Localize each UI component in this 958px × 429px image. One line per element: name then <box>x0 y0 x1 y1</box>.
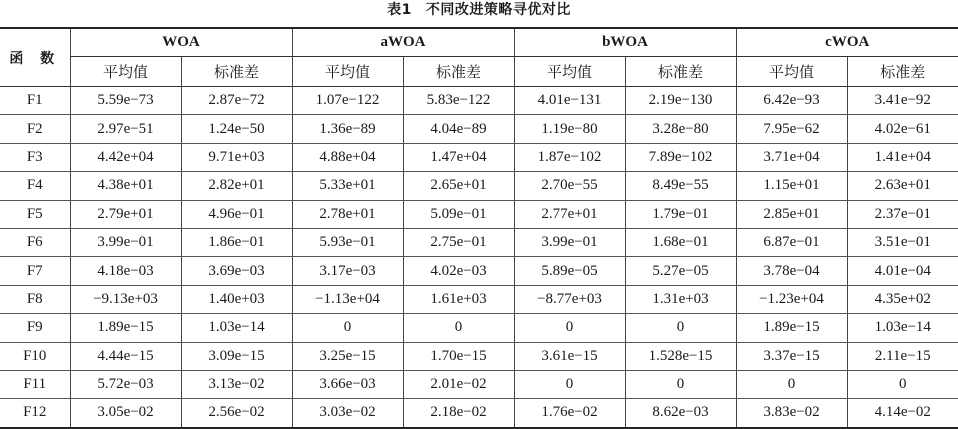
mean-value-cell: 4.88e+04 <box>292 143 403 171</box>
function-name-cell: F10 <box>0 342 70 370</box>
function-name-cell: F4 <box>0 172 70 200</box>
mean-value-cell: 1.89e−15 <box>70 314 181 342</box>
std-value-cell: 3.28e−80 <box>625 115 736 143</box>
mean-value-cell: 6.42e−93 <box>736 87 847 115</box>
std-value-cell: 1.528e−15 <box>625 342 736 370</box>
algorithm-header-bwoa: bWOA <box>514 28 736 57</box>
std-value-cell: 2.75e−01 <box>403 228 514 256</box>
table-row <box>0 342 958 370</box>
function-name-cell: F12 <box>0 399 70 428</box>
std-value-cell: 2.19e−130 <box>625 87 736 115</box>
std-value-cell: 3.41e−92 <box>847 87 958 115</box>
mean-value-cell: 3.99e−01 <box>70 228 181 256</box>
mean-value-cell: 3.03e−02 <box>292 399 403 428</box>
function-name-cell: F3 <box>0 143 70 171</box>
mean-value-cell: 2.85e+01 <box>736 200 847 228</box>
mean-value-cell: 3.61e−15 <box>514 342 625 370</box>
table-number: 表1 <box>387 2 412 18</box>
std-value-cell: 7.89e−102 <box>625 143 736 171</box>
mean-value-cell: 5.89e−05 <box>514 257 625 285</box>
mean-value-cell: 3.71e+04 <box>736 143 847 171</box>
mean-header: 平均值 <box>292 57 403 87</box>
mean-value-cell: 3.37e−15 <box>736 342 847 370</box>
std-value-cell: 1.61e+03 <box>403 285 514 313</box>
std-header: 标准差 <box>625 57 736 87</box>
mean-value-cell: −9.13e+03 <box>70 285 181 313</box>
std-value-cell: 1.03e−14 <box>847 314 958 342</box>
mean-header: 平均值 <box>70 57 181 87</box>
mean-value-cell: 1.89e−15 <box>736 314 847 342</box>
std-value-cell: 1.31e+03 <box>625 285 736 313</box>
table-title: 不同改进策略寻优对比 <box>425 2 571 18</box>
mean-value-cell: 6.87e−01 <box>736 228 847 256</box>
mean-header: 平均值 <box>736 57 847 87</box>
table-row <box>0 200 958 228</box>
function-name-cell: F11 <box>0 370 70 398</box>
function-name-cell: F8 <box>0 285 70 313</box>
mean-value-cell: 0 <box>736 370 847 398</box>
mean-value-cell: 3.78e−04 <box>736 257 847 285</box>
function-name-cell: F5 <box>0 200 70 228</box>
mean-value-cell: 1.15e+01 <box>736 172 847 200</box>
std-value-cell: 4.96e−01 <box>181 200 292 228</box>
header-row-metrics <box>0 57 958 87</box>
mean-value-cell: 4.44e−15 <box>70 342 181 370</box>
std-value-cell: 1.79e−01 <box>625 200 736 228</box>
mean-value-cell: 0 <box>514 370 625 398</box>
std-value-cell: 5.09e−01 <box>403 200 514 228</box>
std-value-cell: 2.63e+01 <box>847 172 958 200</box>
mean-value-cell: 4.01e−131 <box>514 87 625 115</box>
std-value-cell: 2.11e−15 <box>847 342 958 370</box>
mean-value-cell: 4.42e+04 <box>70 143 181 171</box>
std-value-cell: 1.41e+04 <box>847 143 958 171</box>
std-value-cell: 2.01e−02 <box>403 370 514 398</box>
mean-value-cell: 4.18e−03 <box>70 257 181 285</box>
table-row <box>0 143 958 171</box>
std-value-cell: 4.02e−61 <box>847 115 958 143</box>
results-table <box>0 27 958 429</box>
table-body <box>0 87 958 428</box>
std-value-cell: 1.86e−01 <box>181 228 292 256</box>
table-row <box>0 370 958 398</box>
mean-value-cell: 1.87e−102 <box>514 143 625 171</box>
std-value-cell: 1.24e−50 <box>181 115 292 143</box>
std-value-cell: 4.35e+02 <box>847 285 958 313</box>
std-value-cell: 4.01e−04 <box>847 257 958 285</box>
std-value-cell: 3.09e−15 <box>181 342 292 370</box>
std-value-cell: 2.56e−02 <box>181 399 292 428</box>
mean-value-cell: 5.59e−73 <box>70 87 181 115</box>
std-value-cell: 1.47e+04 <box>403 143 514 171</box>
mean-value-cell: 2.97e−51 <box>70 115 181 143</box>
std-value-cell: 2.87e−72 <box>181 87 292 115</box>
std-value-cell: 5.83e−122 <box>403 87 514 115</box>
table-row <box>0 257 958 285</box>
table-row <box>0 228 958 256</box>
std-header: 标准差 <box>403 57 514 87</box>
function-name-cell: F1 <box>0 87 70 115</box>
mean-value-cell: 1.19e−80 <box>514 115 625 143</box>
algorithm-header-awoa: aWOA <box>292 28 514 57</box>
std-value-cell: 0 <box>403 314 514 342</box>
std-value-cell: 1.40e+03 <box>181 285 292 313</box>
table-row <box>0 285 958 313</box>
mean-value-cell: 0 <box>292 314 403 342</box>
table-row <box>0 172 958 200</box>
std-value-cell: 0 <box>847 370 958 398</box>
function-name-cell: F6 <box>0 228 70 256</box>
std-value-cell: 8.62e−03 <box>625 399 736 428</box>
mean-value-cell: 3.25e−15 <box>292 342 403 370</box>
std-value-cell: 9.71e+03 <box>181 143 292 171</box>
std-value-cell: 3.69e−03 <box>181 257 292 285</box>
function-name-cell: F2 <box>0 115 70 143</box>
std-value-cell: 3.13e−02 <box>181 370 292 398</box>
std-value-cell: 2.18e−02 <box>403 399 514 428</box>
mean-value-cell: 2.70e−55 <box>514 172 625 200</box>
table-row <box>0 399 958 428</box>
std-value-cell: 1.68e−01 <box>625 228 736 256</box>
mean-value-cell: 1.36e−89 <box>292 115 403 143</box>
mean-value-cell: 3.99e−01 <box>514 228 625 256</box>
mean-value-cell: 0 <box>514 314 625 342</box>
function-name-cell: F7 <box>0 257 70 285</box>
std-value-cell: 4.02e−03 <box>403 257 514 285</box>
algorithm-header-cwoa: cWOA <box>736 28 958 57</box>
mean-value-cell: 2.78e+01 <box>292 200 403 228</box>
table-row <box>0 314 958 342</box>
table-row <box>0 115 958 143</box>
header-row-algorithms <box>0 28 958 57</box>
std-value-cell: 1.70e−15 <box>403 342 514 370</box>
mean-value-cell: −8.77e+03 <box>514 285 625 313</box>
mean-value-cell: 1.76e−02 <box>514 399 625 428</box>
function-name-cell: F9 <box>0 314 70 342</box>
std-value-cell: 0 <box>625 314 736 342</box>
std-value-cell: 3.51e−01 <box>847 228 958 256</box>
std-header: 标准差 <box>181 57 292 87</box>
std-value-cell: 0 <box>625 370 736 398</box>
function-column-header: 函 数 <box>0 28 70 87</box>
std-value-cell: 4.04e−89 <box>403 115 514 143</box>
table-row <box>0 87 958 115</box>
std-value-cell: 8.49e−55 <box>625 172 736 200</box>
mean-value-cell: 5.72e−03 <box>70 370 181 398</box>
mean-value-cell: 3.83e−02 <box>736 399 847 428</box>
mean-value-cell: −1.13e+04 <box>292 285 403 313</box>
std-value-cell: 2.37e−01 <box>847 200 958 228</box>
std-value-cell: 2.65e+01 <box>403 172 514 200</box>
mean-value-cell: 7.95e−62 <box>736 115 847 143</box>
std-value-cell: 4.14e−02 <box>847 399 958 428</box>
mean-value-cell: 3.66e−03 <box>292 370 403 398</box>
std-value-cell: 5.27e−05 <box>625 257 736 285</box>
mean-value-cell: 2.77e+01 <box>514 200 625 228</box>
mean-header: 平均值 <box>514 57 625 87</box>
std-header: 标准差 <box>847 57 958 87</box>
mean-value-cell: 3.17e−03 <box>292 257 403 285</box>
mean-value-cell: 4.38e+01 <box>70 172 181 200</box>
mean-value-cell: 5.33e+01 <box>292 172 403 200</box>
mean-value-cell: 5.93e−01 <box>292 228 403 256</box>
algorithm-header-woa: WOA <box>70 28 292 57</box>
mean-value-cell: 2.79e+01 <box>70 200 181 228</box>
table-caption <box>0 0 958 22</box>
std-value-cell: 1.03e−14 <box>181 314 292 342</box>
mean-value-cell: 3.05e−02 <box>70 399 181 428</box>
mean-value-cell: 1.07e−122 <box>292 87 403 115</box>
mean-value-cell: −1.23e+04 <box>736 285 847 313</box>
std-value-cell: 2.82e+01 <box>181 172 292 200</box>
